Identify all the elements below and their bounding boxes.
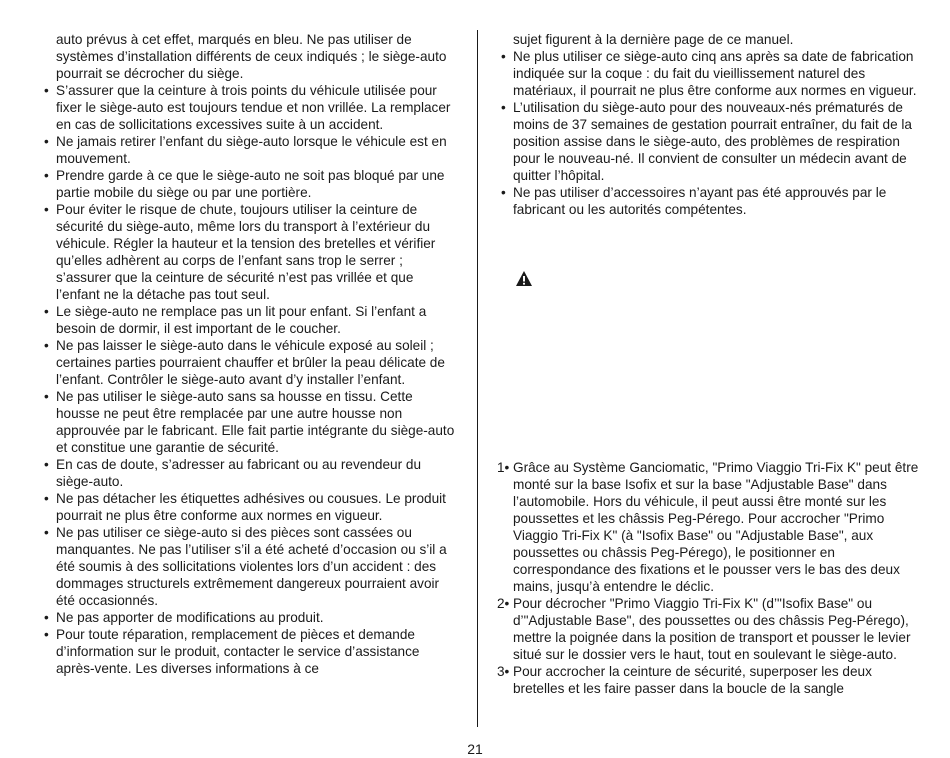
bullet-item: • Ne pas utiliser le siège-auto sans sa housse en tissu. Cette housse ne peut être remplacée par une autre housse non approuvée par le fabricant. Elle fait partie intégrante du siège-auto et constitue une garantie de sécurité. <box>40 388 460 456</box>
item-text: Pour décrocher "Primo Viaggio Tri-Fix K" (d’"Isofix Base" ou d’"Adjustable Base", des poussettes ou des châssis Peg-Pérego), mettre la poignée dans la position de transport et pousser le levier situé sur le dossier vers le haut, tout en soulevant le siège-auto. <box>513 596 911 662</box>
right-column <box>497 31 927 218</box>
bullet-item: • L’utilisation du siège-auto pour des nouveaux-nés prématurés de moins de 37 semaines de gestation pourrait entraîner, du fait de la position assise dans le siège-auto, des problèmes de respiration pour le nouveau-né. Il convient de consulter un médecin avant de quitter l’hôpital. <box>497 99 927 184</box>
bullet-item: • Le siège-auto ne remplace pas un lit pour enfant. Si l’enfant a besoin de dormir, il est important de le coucher. <box>40 303 460 337</box>
numbered-item <box>497 459 927 595</box>
bullet-item: • Ne pas laisser le siège-auto dans le véhicule exposé au soleil ; certaines parties pourraient chauffer et brûler la peau délicate de l’enfant. Contrôler le siège-auto avant d’y installer l’enfant. <box>40 337 460 388</box>
item-number: 2• <box>497 596 510 611</box>
left-continuation-text: auto prévus à cet effet, marqués en bleu. Ne pas utiliser de systèmes d’installation différents de ceux indiqués ; le siège-auto pourrait se décrocher du siège. <box>56 32 447 81</box>
bullet-item: • Pour éviter le risque de chute, toujours utiliser la ceinture de sécurité du siège-auto, même lors du transport à l’extérieur du véhicule. Régler la hauteur et la tension des bretelles et vérifier qu’elles adhèrent au corps de l’enfant sans trop le serrer ; s’assurer que la ceinture de sécurité n’est pas vrillée et que l’enfant ne la détache pas tout seul. <box>40 201 460 303</box>
numbered-item <box>497 663 927 697</box>
item-text: Pour accrocher la ceinture de sécurité, superposer les deux bretelles et les faire passer dans la boucle de la sangle <box>513 664 872 696</box>
bullet-item: • Ne pas utiliser ce siège-auto si des pièces sont cassées ou manquantes. Ne pas l’utiliser s’il a été acheté d’occasion ou s’il a été soumis à des sollicitations violentes lors d’un accident : des dommages structurels extrêmement dangereux pourraient avoir été occasionnés. <box>40 524 460 609</box>
item-number: 3• <box>497 664 510 679</box>
bullet-item: • S’assurer que la ceinture à trois points du véhicule utilisée pour fixer le siège-auto est toujours tendue et non vrillée. La remplacer en cas de sollicitations excessives suite à un accident. <box>40 82 460 133</box>
page-number: 21 <box>467 741 483 757</box>
left-column <box>40 31 460 677</box>
item-text: Grâce au Système Ganciomatic, "Primo Viaggio Tri-Fix K" peut être monté sur la base Isofix et sur la base "Adjustable Base" dans l’automobile. Hors du véhicule, il peut aussi être monté sur les poussettes et les châssis Peg-Pérego. Pour accrocher "Primo Viaggio Tri-Fix K" (à "Isofix Base" ou "Adjustable Base", aux poussettes ou châssis Peg-Pérego), le positionner en correspondance des fixations et le pousser vers le bas des deux mains, jusqu’à entendre le déclic. <box>513 460 919 594</box>
column-divider <box>477 30 478 727</box>
bullet-item: • Ne pas détacher les étiquettes adhésives ou cousues. Le produit pourrait ne plus être conforme aux normes en vigueur. <box>40 490 460 524</box>
bullet-item: • Pour toute réparation, remplacement de pièces et demande d’information sur le produit, contacter le service d’assistance après-vente. Les diverses informations à ce <box>40 626 460 677</box>
numbered-item <box>497 595 927 663</box>
item-number: 1• <box>497 460 510 475</box>
bullet-item: • Ne pas utiliser d’accessoires n’ayant pas été approuvés par le fabricant ou les autorités compétentes. <box>497 184 927 218</box>
numbered-instructions <box>497 459 927 697</box>
bullet-item: • En cas de doute, s’adresser au fabricant ou au revendeur du siège-auto. <box>40 456 460 490</box>
warning-triangle-icon <box>515 270 533 287</box>
bullet-item: • Ne pas apporter de modifications au produit. <box>40 609 460 626</box>
right-continuation-text: sujet figurent à la dernière page de ce manuel. <box>513 32 794 47</box>
bullet-item: • Prendre garde à ce que le siège-auto ne soit pas bloqué par une partie mobile du siège ou par une portière. <box>40 167 460 201</box>
bullet-item: • Ne plus utiliser ce siège-auto cinq ans après sa date de fabrication indiquée sur la coque : du fait du vieillissement naturel des matériaux, il pourrait ne plus être conforme aux normes en vigueur. <box>497 48 927 99</box>
bullet-item: • Ne jamais retirer l’enfant du siège-auto lorsque le véhicule est en mouvement. <box>40 133 460 167</box>
